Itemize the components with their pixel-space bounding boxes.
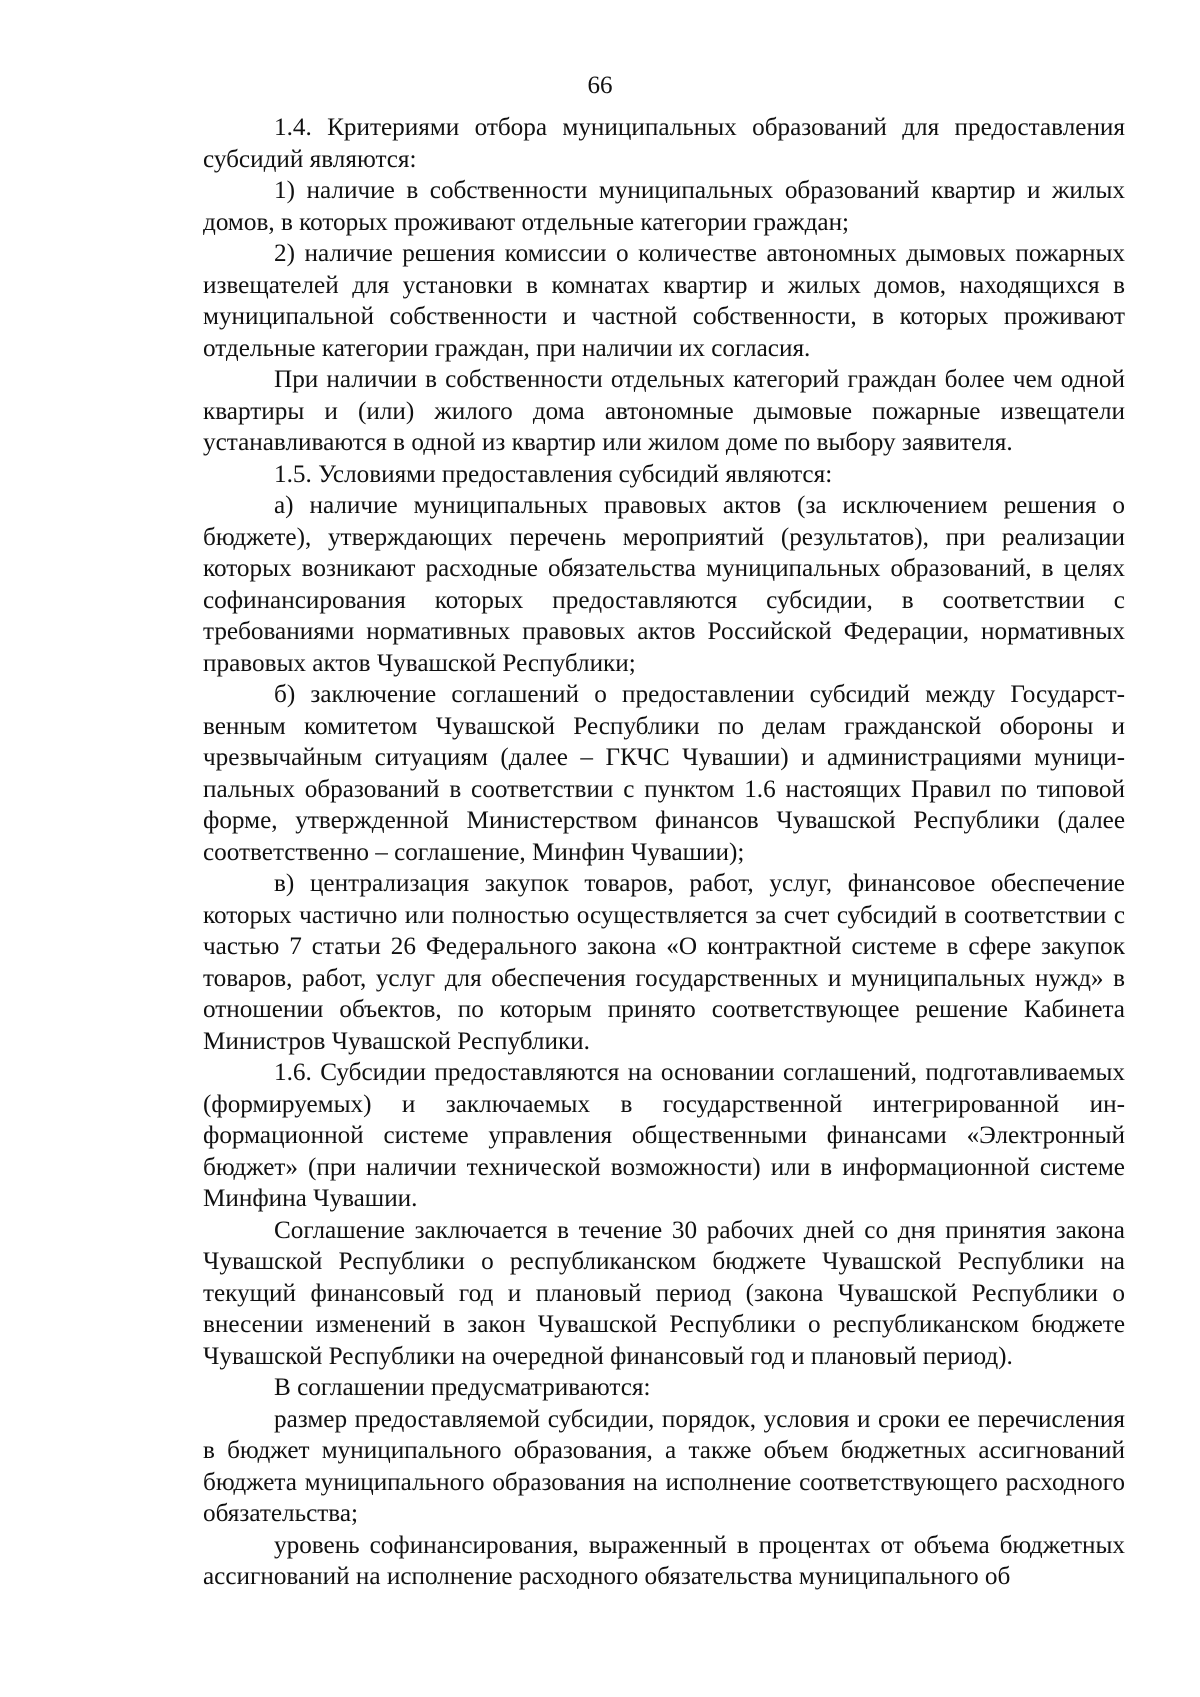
document-body: [203, 112, 1125, 1593]
page-number: 66: [587, 72, 613, 99]
paragraph-criterion-1: 1) наличие в собственности муниципальных образований квартир и жилых домов, в которых проживают отдельные категории граждан;: [203, 177, 1125, 236]
paragraph-conditions-heading: 1.5. Условиями предоставления субсидий являются:: [274, 460, 833, 488]
paragraph-criterion-2: 2) наличие решения комиссии о количестве автономных дымовых пожарных извещателей для установки в комнатах квартир и жилых домов, находящихся в муниципальной собственности и частной собственности, в которых проживают отдельные категории граждан, при наличии их согласия.: [203, 240, 1125, 362]
paragraph-agreement-term: Соглашение заключается в течение 30 рабочих дней со дня принятия закона Чувашской Республики о республиканском бюджете Чувашской Республики на текущий финансовый год и плановый период (закона Чувашской Республики о внесении изменений в закон Чувашской Республики о республиканском бюджете Чувашской Республики на очередной финансовый год и плановый период).: [203, 1216, 1125, 1370]
paragraph-agreements: 1.6. Субсидии предоставляются на основании соглашений, подготавливаемых (формируемых) и заключаемых в государственной интегрированной информационной системе управления общественными финансами «Электронный бюджет» (при наличии технической возможности) или в информационной системе Минфина Чувашии.: [203, 1059, 1125, 1212]
paragraph-agreement-provisions: В соглашении предусматриваются:: [274, 1374, 651, 1401]
paragraph-subsidy-size: размер предоставляемой субсидии, порядок, условия и сроки ее перечисления в бюджет муниципального образования, а также объем бюджетных ассигнований бюджета муниципального образования на исполнение соответствующего расходного обязательства;: [203, 1405, 1125, 1527]
paragraph-condition-b: б) заключение соглашений о предоставлении субсидий между Государственным комитетом Чувашской Республики по делам гражданской обороны и чрезвычайным ситуациям (далее – ГКЧС Чувашии) и администрациями муниципальных образований в соответствии с пунктом 1.6 настоящих Правил по типовой форме, утвержденной Министерством финансов Чувашской Республики (далее соответственно – соглашение, Минфин Чувашии);: [203, 681, 1125, 866]
paragraph-condition-a: а) наличие муниципальных правовых актов (за исключением решения о бюджете), утверждающих перечень мероприятий (результатов), при реализации которых возникают расходные обязательства муниципальных образований, в целях софинансирования которых предоставляются субсидии, в соответствии с требованиями нормативных правовых актов Российской Федерации, нормативных правовых актов Чувашской Республики;: [203, 492, 1125, 677]
paragraph-condition-c: в) централизация закупок товаров, работ, услуг, финансовое обеспечение которых частично или полностью осуществляется за счет субсидий в соответствии с частью 7 статьи 26 Федерального закона «О контрактной системе в сфере закупок товаров, работ, услуг для обеспечения государственных и муниципальных нужд» в отношении объектов, по которым принято соответствующее решение Кабинета Министров Чувашской Республики.: [203, 870, 1125, 1055]
paragraph-cofinancing-level: уровень софинансирования, выраженный в процентах от объема бюджетных ассигнований на исполнение расходного обязательства муниципального об: [203, 1531, 1125, 1590]
paragraph-selection-criteria: 1.4. Критериями отбора муниципальных образований для предоставления субсидий являются:: [203, 114, 1125, 173]
paragraph-multiple-property: При наличии в собственности отдельных категорий граждан более чем одной квартиры и (или) жилого дома автономные дымовые пожарные извещатели устанавливаются в одной из квартир или жилом доме по выбору заявителя.: [203, 366, 1125, 456]
